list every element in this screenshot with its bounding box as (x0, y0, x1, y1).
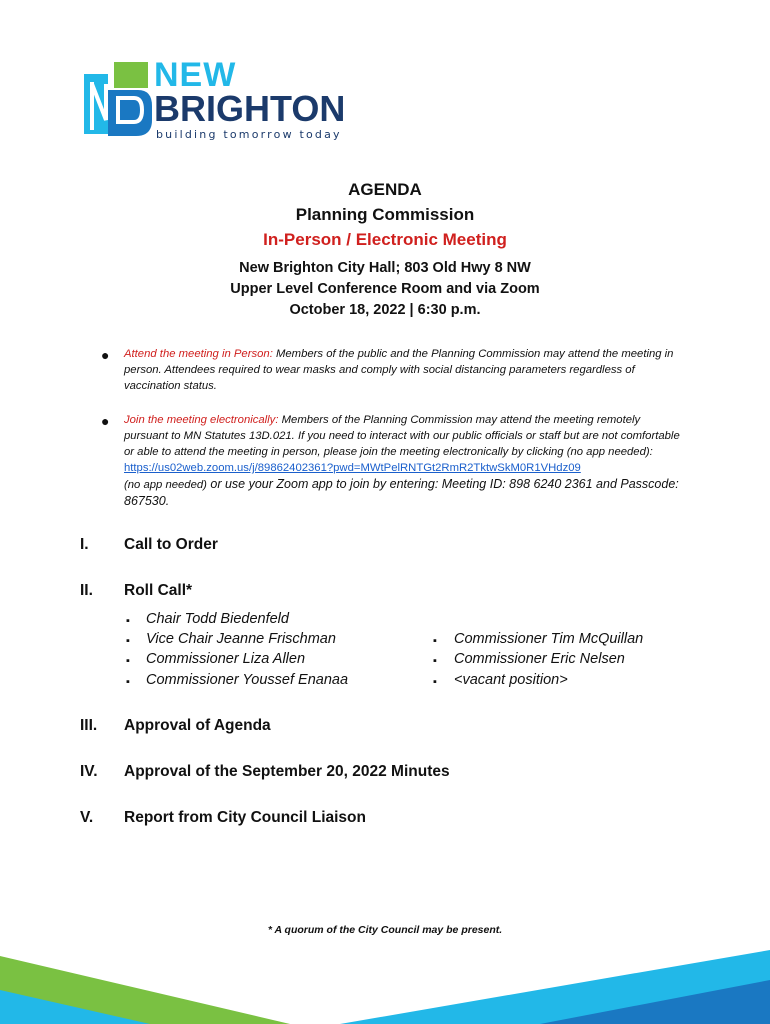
section-title-council-liaison: Report from City Council Liaison (124, 809, 366, 826)
no-app-note: (no app needed) (124, 479, 207, 491)
electronic-text: Members of the Planning Commission may attend the meeting remotely pursuant to MN Statutes 13D.021. If you need to interact with our public officials or staff but are not comfortable or able to attend the meeting in person, please join the meeting electronically by clicking (no app needed): (124, 414, 680, 458)
member-item: Commissioner Tim McQuillan (454, 631, 644, 647)
member-item: Commissioner Eric Nelsen (454, 651, 625, 667)
section-number: I. (80, 536, 89, 553)
square-bullet: ▪ (126, 635, 130, 647)
meeting-type: In-Person / Electronic Meeting (263, 230, 507, 249)
square-bullet: ▪ (126, 676, 130, 688)
in-person-lead: Attend the meeting in Person: (124, 348, 273, 360)
meeting-location: New Brighton City Hall; 803 Old Hwy 8 NW (239, 260, 531, 276)
decorative-corner-bands (0, 930, 770, 1024)
member-item: Commissioner Youssef Enanaa (146, 672, 349, 688)
square-bullet: ▪ (433, 635, 437, 647)
section-title-roll-call: Roll Call* (124, 582, 193, 599)
square-bullet: ▪ (126, 655, 130, 667)
electronic-lead: Join the meeting electronically: (124, 414, 279, 426)
meeting-room: Upper Level Conference Room and via Zoom (230, 281, 540, 297)
bullet-dot: ● (101, 413, 110, 429)
nb-logo-mark-icon (82, 60, 154, 138)
logo-tagline: building tomorrow today (156, 128, 342, 141)
in-person-note (124, 346, 684, 394)
meeting-datetime: October 18, 2022 | 6:30 p.m. (289, 302, 481, 318)
section-number: V. (80, 809, 94, 826)
section-title-approval-of-minutes: Approval of the September 20, 2022 Minutes (124, 763, 450, 780)
agenda-title: AGENDA (348, 180, 422, 199)
member-item: Vice Chair Jeanne Frischman (146, 631, 336, 647)
logo-word-brighton: BRIGHTON (154, 88, 346, 129)
section-number: II. (80, 582, 93, 599)
zoom-app-instructions: or use your Zoom app to join by entering: Meeting ID: 898 6240 2361 and Passcode: 867530. (124, 477, 679, 508)
new-brighton-logo (82, 56, 362, 144)
member-item: Chair Todd Biedenfeld (146, 611, 289, 627)
section-title-approval-of-agenda: Approval of Agenda (124, 717, 271, 734)
logo-word-new: NEW (154, 56, 237, 94)
electronic-note (124, 412, 684, 510)
square-bullet: ▪ (433, 655, 437, 667)
section-number: IV. (80, 763, 98, 780)
section-title-call-to-order: Call to Order (124, 536, 218, 553)
square-bullet: ▪ (433, 676, 437, 688)
zoom-link[interactable]: https://us02web.zoom.us/j/89862402361?pwd=MWtPelRNTGt2RmR2TktwSkM0R1VHdz09 (124, 462, 581, 474)
section-number: III. (80, 717, 98, 734)
member-item: Commissioner Liza Allen (146, 651, 306, 667)
quorum-footnote: * A quorum of the City Council may be present. (267, 924, 503, 936)
member-item: <vacant position> (454, 672, 568, 688)
in-person-text: Members of the public and the Planning Commission may attend the meeting in person. Attendees required to wear masks and comply with social distancing parameters regardless of vaccination status. (124, 348, 674, 392)
square-bullet: ▪ (126, 615, 130, 627)
bullet-dot: ● (101, 347, 110, 363)
commission-title: Planning Commission (295, 205, 475, 224)
